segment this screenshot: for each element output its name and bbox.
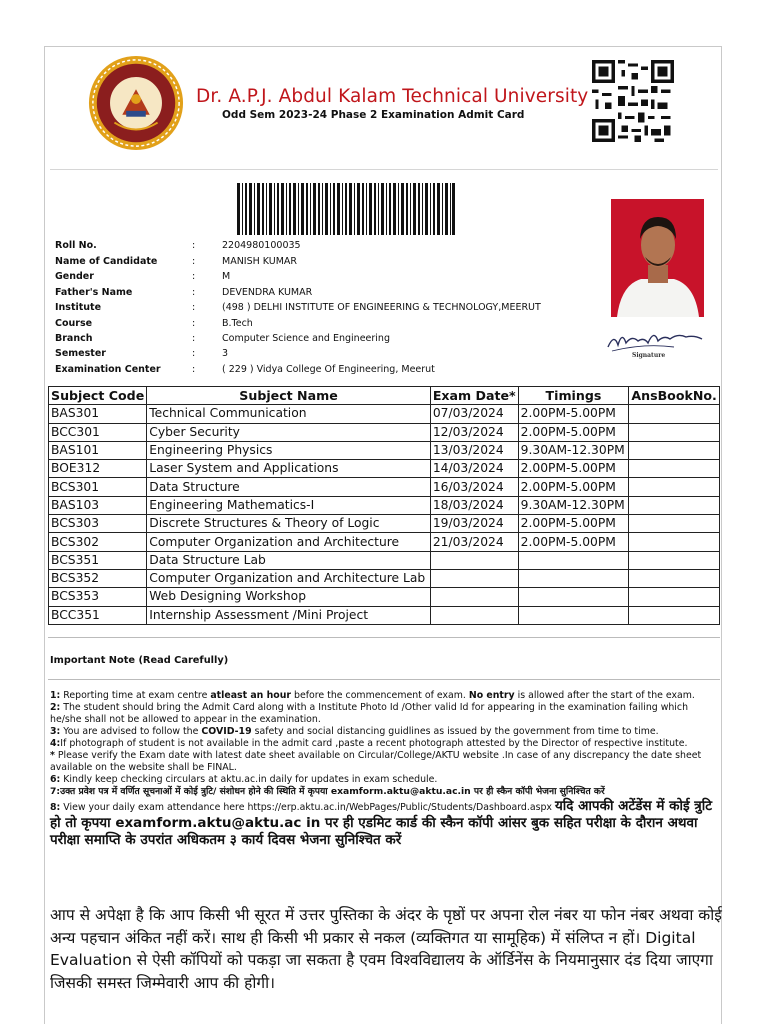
note-text: If photograph of student is not available in the admit card ,paste a recent photograph attested by the Director of respective institute. <box>60 738 688 749</box>
instructions-list <box>50 690 718 849</box>
cell-name: Web Designing Workshop <box>147 588 431 606</box>
cell-date <box>430 551 518 569</box>
info-value-exam-center: ( 229 ) Vidya College Of Engineering, Meerut <box>222 364 435 375</box>
note-hindi-bold: यदि आपकी अटेंडेंस में कोई त्रुटि हो तो कृपया examform.aktu@aktu.ac in पर ही एडमिट कार्ड की स्कैन कॉपी आंसर बुक सहित परीक्षा के दौरान अथवा परीक्षा समाप्ति के उपरांत अधिकतम ३ कार्य दिवस भेजना सुनिश्चित करें <box>50 798 713 848</box>
note-bold: COVID-19 <box>201 726 252 737</box>
table-row <box>49 441 720 459</box>
cell-code: BOE312 <box>49 460 147 478</box>
cell-timing <box>518 569 629 587</box>
note-text: is allowed after the start of the exam. <box>514 690 695 701</box>
cell-ansbook <box>629 588 720 606</box>
cell-date <box>430 588 518 606</box>
cell-ansbook <box>629 478 720 496</box>
cell-ansbook <box>629 423 720 441</box>
cell-timing: 9.30AM-12.30PM <box>518 496 629 514</box>
info-value-roll-no: 2204980100035 <box>222 240 301 251</box>
cell-timing: 2.00PM-5.00PM <box>518 405 629 423</box>
info-value-branch: Computer Science and Engineering <box>222 333 390 344</box>
note-text: before the commencement of exam. <box>291 690 469 701</box>
info-value-father-name: DEVENDRA KUMAR <box>222 287 313 298</box>
note-1 <box>50 690 718 702</box>
cell-ansbook <box>629 533 720 551</box>
info-separator: : <box>192 348 196 359</box>
cell-ansbook <box>629 569 720 587</box>
note-number: 4: <box>50 738 61 749</box>
cell-date: 21/03/2024 <box>430 533 518 551</box>
exam-title: Odd Sem 2023-24 Phase 2 Examination Admit Card <box>222 109 525 121</box>
cell-name: Cyber Security <box>147 423 431 441</box>
cell-timing: 9.30AM-12.30PM <box>518 441 629 459</box>
info-label: Roll No. <box>55 240 97 251</box>
info-separator: : <box>192 287 196 298</box>
note-number: 6: <box>50 774 61 785</box>
cell-name: Computer Organization and Architecture <box>147 533 431 551</box>
note-text: Reporting time at exam centre <box>60 690 211 701</box>
col-header-subject-code: Subject Code <box>49 387 147 405</box>
note-number: 3: <box>50 726 61 737</box>
cell-ansbook <box>629 551 720 569</box>
cell-code: BCS351 <box>49 551 147 569</box>
cell-name: Engineering Physics <box>147 441 431 459</box>
note-text: Kindly keep checking circulars at aktu.ac.in daily for updates in exam schedule. <box>60 774 438 785</box>
subject-table <box>48 386 720 625</box>
cell-timing <box>518 606 629 624</box>
table-row <box>49 588 720 606</box>
info-separator: : <box>192 333 196 344</box>
table-header-row <box>49 387 720 405</box>
signature-label: Signature <box>632 352 666 359</box>
cell-name: Laser System and Applications <box>147 460 431 478</box>
info-label: Name of Candidate <box>55 256 158 267</box>
cell-name: Computer Organization and Architecture Lab <box>147 569 431 587</box>
cell-timing: 2.00PM-5.00PM <box>518 423 629 441</box>
info-label: Father's Name <box>55 287 133 298</box>
cell-timing: 2.00PM-5.00PM <box>518 533 629 551</box>
cell-ansbook <box>629 515 720 533</box>
info-separator: : <box>192 271 196 282</box>
cell-date: 07/03/2024 <box>430 405 518 423</box>
note-number: 1: <box>50 690 61 701</box>
cell-ansbook <box>629 606 720 624</box>
info-label: Branch <box>55 333 93 344</box>
barcode <box>237 183 455 235</box>
cell-code: BCC301 <box>49 423 147 441</box>
cell-date: 18/03/2024 <box>430 496 518 514</box>
cell-timing: 2.00PM-5.00PM <box>518 460 629 478</box>
note-7-hindi: 7:उक्त प्रवेश पत्र में वर्णित सूचनाओं में कोई त्रुटि/ संशोधन होने की स्थिति में कृपया examform.aktu@aktu.ac.in पर ही स्कैन कॉपी भेजना सुनिश्चित करें <box>50 786 605 797</box>
cell-ansbook <box>629 405 720 423</box>
note-text: Please verify the Exam date with latest date sheet available on Circular/College/AKTU website .In case of any discrepancy the date sheet available on the website shall be FINAL. <box>50 750 702 773</box>
info-separator: : <box>192 240 196 251</box>
info-label: Gender <box>55 271 94 282</box>
cell-date <box>430 606 518 624</box>
cell-date: 14/03/2024 <box>430 460 518 478</box>
cell-timing: 2.00PM-5.00PM <box>518 478 629 496</box>
cell-name: Data Structure Lab <box>147 551 431 569</box>
table-row <box>49 533 720 551</box>
cell-ansbook <box>629 496 720 514</box>
info-value-semester: 3 <box>222 348 229 359</box>
col-header-timings: Timings <box>518 387 629 405</box>
qr-code <box>592 59 674 143</box>
cell-code: BCS303 <box>49 515 147 533</box>
info-separator: : <box>192 302 196 313</box>
note-3 <box>50 726 718 738</box>
note-bold: atleast an hour <box>210 690 292 701</box>
note-2 <box>50 702 718 726</box>
info-label: Examination Center <box>55 364 161 375</box>
cell-date <box>430 569 518 587</box>
table-row <box>49 478 720 496</box>
note-8 <box>50 798 718 849</box>
table-row <box>49 606 720 624</box>
table-row <box>49 551 720 569</box>
cell-date: 19/03/2024 <box>430 515 518 533</box>
table-row <box>49 423 720 441</box>
info-label: Semester <box>55 348 106 359</box>
cell-code: BCC351 <box>49 606 147 624</box>
university-title: Dr. A.P.J. Abdul Kalam Technical University <box>196 86 589 107</box>
note-divider <box>48 679 720 680</box>
cell-name: Technical Communication <box>147 405 431 423</box>
cell-date: 16/03/2024 <box>430 478 518 496</box>
cell-name: Discrete Structures & Theory of Logic <box>147 515 431 533</box>
cell-name: Engineering Mathematics-I <box>147 496 431 514</box>
cell-ansbook <box>629 441 720 459</box>
cell-code: BAS301 <box>49 405 147 423</box>
cell-code: BCS301 <box>49 478 147 496</box>
col-header-ansbook: AnsBookNo. <box>629 387 720 405</box>
table-row <box>49 460 720 478</box>
header-divider <box>50 169 718 170</box>
info-label: Institute <box>55 302 102 313</box>
info-separator: : <box>192 364 196 375</box>
note-number: * <box>50 750 55 761</box>
note-bold: No entry <box>468 690 515 701</box>
info-separator: : <box>192 318 196 329</box>
candidate-signature <box>604 323 708 359</box>
cell-ansbook <box>629 460 720 478</box>
cell-date: 13/03/2024 <box>430 441 518 459</box>
col-header-subject-name: Subject Name <box>147 387 431 405</box>
note-text: You are advised to follow the <box>60 726 202 737</box>
note-6 <box>50 774 718 786</box>
important-note-title: Important Note (Read Carefully) <box>50 655 229 666</box>
info-value-name: MANISH KUMAR <box>222 256 298 267</box>
cell-code: BAS101 <box>49 441 147 459</box>
cell-date: 12/03/2024 <box>430 423 518 441</box>
info-value-course: B.Tech <box>222 318 253 329</box>
info-label: Course <box>55 318 93 329</box>
info-value-gender: M <box>222 271 231 282</box>
note-number: 2: <box>50 702 61 713</box>
info-value-institute: (498 ) DELHI INSTITUTE OF ENGINEERING & TECHNOLOGY,MEERUT <box>222 302 541 313</box>
table-row <box>49 496 720 514</box>
cell-code: BCS352 <box>49 569 147 587</box>
note-text: The student should bring the Admit Card along with a Institute Photo Id /Other valid Id for appearing in the examination failing which he/she shall not be allowed to appear in the examination. <box>50 702 689 725</box>
cell-timing: 2.00PM-5.00PM <box>518 515 629 533</box>
cell-timing <box>518 588 629 606</box>
table-row <box>49 515 720 533</box>
note-5 <box>50 750 718 774</box>
info-separator: : <box>192 256 196 267</box>
university-logo <box>87 54 185 152</box>
cell-code: BCS302 <box>49 533 147 551</box>
cell-name: Internship Assessment /Mini Project <box>147 606 431 624</box>
note-text: View your daily exam attendance here https://erp.aktu.ac.in/WebPages/Public/Students/Dashboard.aspx <box>60 802 555 813</box>
note-4 <box>50 738 718 750</box>
candidate-photo <box>611 199 704 317</box>
table-row <box>49 569 720 587</box>
table-row <box>49 405 720 423</box>
note-number: 8: <box>50 802 61 813</box>
cell-timing <box>518 551 629 569</box>
cell-code: BAS103 <box>49 496 147 514</box>
cell-code: BCS353 <box>49 588 147 606</box>
cell-name: Data Structure <box>147 478 431 496</box>
table-divider <box>48 637 720 638</box>
note-text: safety and social distancing guidlines as issued by the government from time to time. <box>251 726 659 737</box>
hindi-warning-paragraph: आप से अपेक्षा है कि आप किसी भी सूरत में उत्तर पुस्तिका के अंदर के पृष्ठों पर अपना रोल नंबर या फोन नंबर अथवा कोई अन्य पहचान अंकित नहीं करें। साथ ही किसी भी प्रकार से नकल (व्यक्तिगत या सामूहिक) में संलिप्त न हों। Digital Evaluation से ऐसी कॉपियों को पकड़ा जा सकता है एवम विश्वविद्यालय के ऑर्डिनेंस के नियमानुसार दंड दिया जाएगा जिसकी समस्त जिम्मेवारी आप की होगी। <box>50 906 722 992</box>
col-header-exam-date: Exam Date* <box>430 387 518 405</box>
